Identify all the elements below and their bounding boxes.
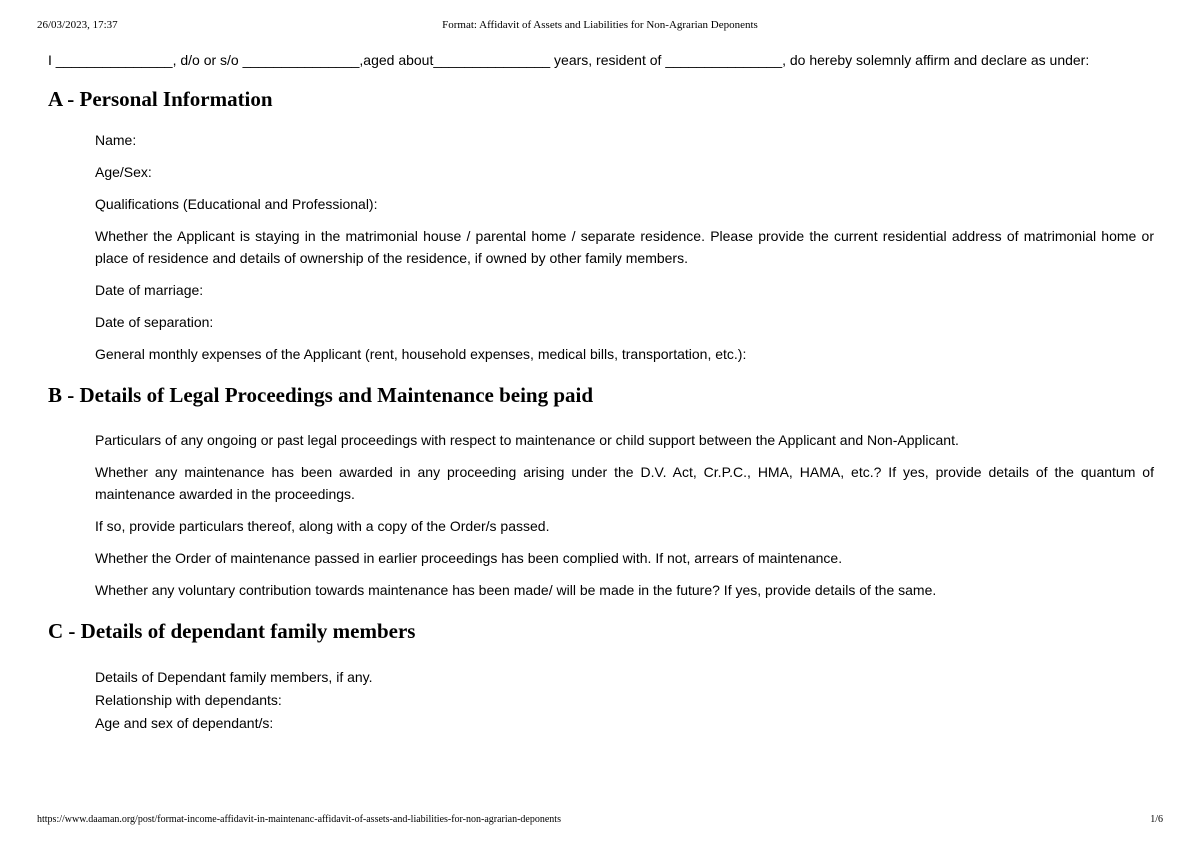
field-qualifications: Qualifications (Educational and Professional):	[95, 196, 378, 212]
section-heading-dependant-family-members: C - Details of dependant family members	[48, 619, 416, 643]
document-title: Format: Affidavit of Assets and Liabilities for Non-Agrarian Deponents	[442, 19, 758, 31]
section-heading-personal-information: A - Personal Information	[48, 87, 273, 111]
field-maintenance-awarded: Whether any maintenance has been awarded in any proceeding arising under the D.V. Act, Cr.P.C., HMA, HAMA, etc.? If yes, provide details of the quantum of maintenance awarded in the proceedings.	[95, 464, 1154, 502]
field-date-of-separation: Date of separation:	[95, 314, 214, 330]
field-dependant-details: Details of Dependant family members, if any.	[95, 669, 373, 685]
print-footer	[37, 814, 1163, 830]
field-monthly-expenses: General monthly expenses of the Applicant (rent, household expenses, medical bills, transportation, etc.):	[95, 346, 747, 362]
field-residence: Whether the Applicant is staying in the matrimonial house / parental home / separate residence. Please provide the current residential address of matrimonial home or place of residence and details of ownership of the residence, if owned by other family members.	[95, 228, 1154, 266]
field-order-particulars: If so, provide particulars thereof, along with a copy of the Order/s passed.	[95, 518, 550, 534]
field-dependant-age-sex: Age and sex of dependant/s:	[95, 715, 274, 731]
affirmation-intro: I _______________, d/o or s/o _______________,aged about_______________ years, resident of _______________, do hereby solemnly affirm and declare as under:	[48, 52, 1090, 68]
field-voluntary-contribution: Whether any voluntary contribution towards maintenance has been made/ will be made in the future? If yes, provide details of the same.	[95, 582, 937, 598]
document-body	[48, 49, 1154, 734]
personal-information-items	[48, 129, 1154, 365]
dependant-family-items	[48, 666, 1154, 734]
field-name: Name:	[95, 132, 137, 148]
source-url: https://www.daaman.org/post/format-income-affidavit-in-maintenanc-affidavit-of-assets-and-liabilities-for-non-agrarian-deponents	[37, 814, 561, 825]
print-date: 26/03/2023, 17:37	[37, 19, 118, 31]
field-dependant-relationship: Relationship with dependants:	[95, 692, 282, 708]
legal-proceedings-items	[48, 429, 1154, 601]
field-legal-proceedings: Particulars of any ongoing or past legal proceedings with respect to maintenance or child support between the Applicant and Non-Applicant.	[95, 432, 959, 448]
field-order-compliance: Whether the Order of maintenance passed in earlier proceedings has been complied with. If not, arrears of maintenance.	[95, 550, 843, 566]
print-header	[37, 19, 1163, 35]
field-age-sex: Age/Sex:	[95, 164, 152, 180]
page-number: 1/6	[1150, 814, 1163, 825]
section-heading-legal-proceedings: B - Details of Legal Proceedings and Maintenance being paid	[48, 383, 594, 407]
field-date-of-marriage: Date of marriage:	[95, 282, 204, 298]
